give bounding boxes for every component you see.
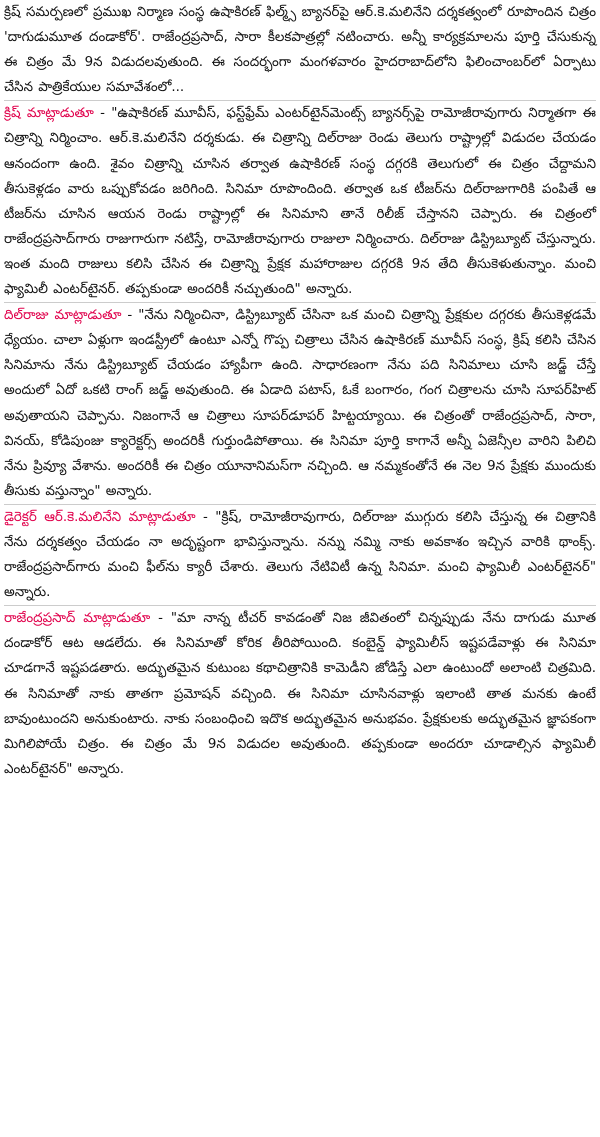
quote-text: - "మా నాన్న టీచర్ కావడంతో నిజ జీవితంలో చిన్నప్పుడు నేను దాగుడు మూత దండాకోర్ ఆట ఆడలేదు. ఈ సినిమాతో కోరిక తీరిపోయింది. కంబైన్డ్ ఫ్యామిలీస్ ఇష్టపడేవాళ్లు ఈ సినిమా చూడగానే ఇష్టపడతారు. అద్భుతమైన కుటుంబ కథాచిత్రానికి కామెడీని జోడిస్తే ఎలా ఉంటుందో అలాంటి చిత్రమిది. ఈ సినిమాతో నాకు తాతగా ప్రమోషన్ వచ్చింది. ఈ సినిమా చూసినవాళ్లు ఇలాంటి తాత మనకు ఉంటే బావుంటుందని అనుకుంటారు. నాకు సంబంధించి ఇదొక అద్భుతమైన అనుభవం. ప్రేక్షకులకు అద్భుతమైన జ్ఞాపకంగా మిగిలిపోయే చిత్రం. ఈ చిత్రం మే 9న విడుదల అవుతుంది. తప్పకుండా అందరూ చూడాల్సిన ఫ్యామిలీ ఎంటర్‌టైనర్" అన్నారు. xyxy=(4,611,597,777)
speaker-name: రాజేంద్రప్రసాద్ మాట్లాడుతూ xyxy=(4,611,151,627)
quote-text: - "నేను నిర్మించినా, డిస్ట్రిబ్యూట్ చేసినా ఒక మంచి చిత్రాన్ని ప్రేక్షకుల దగ్గరకు తీసుకెళ్లడమే ధ్యేయం. చాలా ఏళ్లుగా ఇండస్ట్రీలో ఉంటూ ఎన్నో గొప్ప చిత్రాలు చేసిన ఉషాకిరణ్ మూవీస్ సంస్థ, క్రిష్ కలిసి చేసిన సినిమాను నేను డిస్ట్రిబ్యూట్ చేయడం హ్యాపీగా ఉంది. సాధారణంగా నేను పది సినిమాలు చూసి జడ్జ్ చేస్తే అందులో ఏదో ఒకటి రాంగ్ జడ్జ్ అవుతుంది. ఈ ఏడాది పటాస్, ఓకే బంగారం, గంగ చిత్రాలను చూసి సూపర్‌హిట్ అవుతాయని చెప్పాను. నిజంగానే ఆ చిత్రాలు సూపర్‌డూపర్ హిట్టయ్యాయి. ఈ చిత్రంతో రాజేంద్రప్రసాద్, సారా, వినయ్, కోడిపుంజు క్యారెక్టర్స్ అందరికీ గుర్తుండిపోతాయి. ఈ సినిమా పూర్తి కాగానే అన్నీ ఏజెన్సీల వారిని పిలిచి నేను ప్రివ్యూ వేశాను. అందరికీ ఈ చిత్రం యూనానిమస్‌గా నచ్చింది. ఆ నమ్మకంతోనే ఈ నెల 9న ప్రేక్షకు ముందుకు తీసుకు వస్తున్నాం" అన్నారు. xyxy=(4,308,596,499)
quote-paragraph-dil-raju xyxy=(4,303,596,504)
speaker-name: క్రిష్ మాట్లాడుతూ xyxy=(4,106,94,122)
speaker-name: దిల్‌రాజు మాట్లాడుతూ xyxy=(4,308,122,324)
intro-paragraph: క్రిష్ సమర్పణలో ప్రముఖ నిర్మాణ సంస్థ ఉషాకిరణ్ ఫిల్మ్స్ బ్యానర్‌పై ఆర్.కె.మలినేని దర్శకత్వంలో రూపొందిన చిత్రం 'దాగుడుమూత దండాకోర్'. రాజేంద్రప్రసాద్, సారా కీలకపాత్రల్లో నటించారు. అన్నీ కార్యక్రమాలను పూర్తి చేసుకున్న ఈ చిత్రం మే 9న విడుదలవుతుంది. ఈ సందర్భంగా మంగళవారం హైదరాబాద్‌లోని ఫిలించాంబర్‌లో ఏర్పాటు చేసిన పాత్రికేయుల సమావేశంలో... xyxy=(4,5,596,96)
quote-paragraph-rajendra-prasad xyxy=(4,606,596,782)
speaker-name: డైరెక్టర్ ఆర్.కె.మలినేని మాట్లాడుతూ xyxy=(4,509,196,525)
quote-paragraph-krish xyxy=(4,101,596,302)
quote-text: - "క్రిష్, రామోజీరావుగారు, దిల్‌రాజు ముగ్గురు కలిసి చేస్తున్న ఈ చిత్రానికి నేను దర్శకత్వం చేయడం నా అదృష్టంగా భావిస్తున్నాను. నన్ను నమ్మి నాకు అవకాశం ఇచ్చిన వారికి థాంక్స్. రాజేంద్రప్రసాద్‌గారు మంచి ఫీల్‌ను క్యారీ చేశారు. తెలుగు నేటివిటీ ఉన్న సినిమా. మంచి ఫ్యామిలీ ఎంటర్‌టైనర్" అన్నారు. xyxy=(4,509,596,601)
quote-paragraph-director xyxy=(4,505,596,605)
quote-text: - "ఉషాకిరణ్ మూవీస్, ఫస్ట్‌ఫ్రేమ్ ఎంటర్‌టైన్‌మెంట్స్ బ్యానర్స్‌పై రామోజీరావుగారు నిర్మాతగా ఈ చిత్రాన్ని నిర్మించాం. ఆర్.కె.మలినేని దర్శకుడు. ఈ చిత్రాన్ని దిల్‌రాజు రెండు తెలుగు రాష్ట్రాల్లో విడుదల చేయడం ఆనందంగా ఉంది. శైవం చిత్రాన్ని చూసిన తర్వాత ఉషాకిరణ్ సంస్థ దగ్గరకి తెలుగులో ఈ చిత్రం చేద్దామని తీసుకెళ్లడం వారు ఒప్పుకోవడం జరిగింది. సినిమా రూపొందింది. తర్వాత ఒక టీజర్‌ను దిల్‌రాజుగారికి పంపితే ఆ టీజర్‌ను చూసిన ఆయన రెండు రాష్ట్రాల్లో ఈ సినిమాని తానే రిలీజ్ చేస్తానని చెప్పారు. ఈ చిత్రంలో రాజేంద్రప్రసాద్‌గారు రాజుగారుగా నటిస్తే, రామోజీరావుగారు రాజులా నిర్మించారు. దిల్‌రాజు డిస్ట్రిబ్యూట్ చేస్తున్నారు. ఇంత మంది రాజులు కలిసి చేసిన ఈ చిత్రాన్ని ప్రేక్షక మహారాజుల దగ్గరకి 9న తేది తీసుకెళుతున్నాం. మంచి ఫ్యామిలీ ఎంటర్‌టైనర్. తప్పకుండా అందరికీ నచ్చుతుంది" అన్నారు. xyxy=(4,106,596,298)
